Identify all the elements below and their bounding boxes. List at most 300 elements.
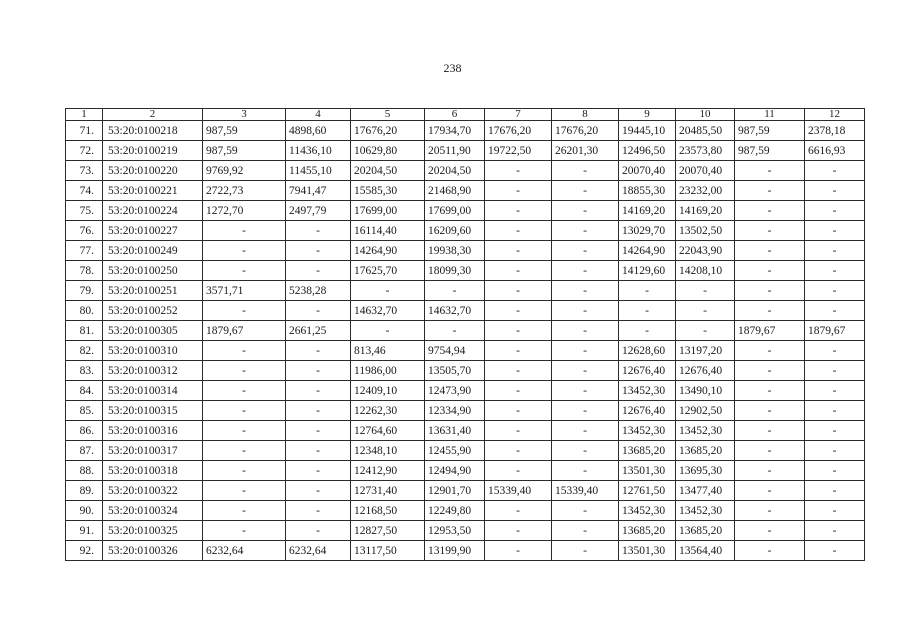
row-number-cell: 82. — [66, 341, 103, 361]
value-cell: - — [203, 381, 286, 401]
value-cell: 14169,20 — [676, 201, 735, 221]
value-cell: - — [485, 221, 552, 241]
value-cell: - — [735, 201, 805, 221]
value-cell: - — [735, 301, 805, 321]
value-cell: 14264,90 — [619, 241, 676, 261]
value-cell: 12494,90 — [425, 461, 485, 481]
value-cell: - — [805, 461, 865, 481]
value-cell: - — [203, 481, 286, 501]
value-cell: 12764,60 — [351, 421, 425, 441]
value-cell: - — [485, 241, 552, 261]
value-cell: - — [805, 421, 865, 441]
value-cell: - — [485, 181, 552, 201]
value-cell: 13477,40 — [676, 481, 735, 501]
value-cell: 22043,90 — [676, 241, 735, 261]
table-row — [66, 221, 865, 241]
page-number: 238 — [443, 61, 462, 75]
value-cell: - — [552, 501, 619, 521]
value-cell: 12334,90 — [425, 401, 485, 421]
value-cell: 6232,64 — [286, 541, 351, 561]
table-row — [66, 141, 865, 161]
table-row — [66, 521, 865, 541]
value-cell: 13452,30 — [619, 421, 676, 441]
value-cell: 2497,79 — [286, 201, 351, 221]
row-number-cell: 91. — [66, 521, 103, 541]
value-cell: - — [485, 201, 552, 221]
value-cell: 13029,70 — [619, 221, 676, 241]
value-cell: - — [805, 361, 865, 381]
value-cell: 9754,94 — [425, 341, 485, 361]
value-cell: - — [676, 281, 735, 301]
value-cell: 14264,90 — [351, 241, 425, 261]
value-cell: - — [552, 181, 619, 201]
value-cell: 13452,30 — [676, 421, 735, 441]
value-cell: 12409,10 — [351, 381, 425, 401]
value-cell: - — [735, 261, 805, 281]
value-cell: 13117,50 — [351, 541, 425, 561]
value-cell: 12496,50 — [619, 141, 676, 161]
value-cell: - — [485, 421, 552, 441]
value-cell: 2661,25 — [286, 321, 351, 341]
table-row — [66, 161, 865, 181]
value-cell: 17699,00 — [425, 201, 485, 221]
value-cell: - — [286, 301, 351, 321]
value-cell: 13685,20 — [619, 441, 676, 461]
header-cell: 3 — [203, 109, 286, 121]
value-cell: - — [735, 381, 805, 401]
value-cell: - — [286, 401, 351, 421]
value-cell: - — [425, 321, 485, 341]
value-cell: 13502,50 — [676, 221, 735, 241]
row-number-cell: 81. — [66, 321, 103, 341]
value-cell: 17676,20 — [351, 121, 425, 141]
value-cell: - — [552, 401, 619, 421]
value-cell: 16114,40 — [351, 221, 425, 241]
header-cell: 11 — [735, 109, 805, 121]
row-number-cell: 84. — [66, 381, 103, 401]
value-cell: 20204,50 — [351, 161, 425, 181]
cadastral-code-cell: 53:20:0100317 — [103, 441, 203, 461]
value-cell: - — [203, 261, 286, 281]
value-cell: - — [805, 301, 865, 321]
value-cell: - — [676, 301, 735, 321]
table-row — [66, 481, 865, 501]
value-cell: 13695,30 — [676, 461, 735, 481]
header-cell: 1 — [66, 109, 103, 121]
value-cell: - — [203, 521, 286, 541]
value-cell: 13501,30 — [619, 461, 676, 481]
value-cell: 15339,40 — [552, 481, 619, 501]
value-cell: 17934,70 — [425, 121, 485, 141]
value-cell: 15339,40 — [485, 481, 552, 501]
value-cell: - — [735, 221, 805, 241]
value-cell: - — [485, 301, 552, 321]
header-cell: 7 — [485, 109, 552, 121]
table-row — [66, 321, 865, 341]
value-cell: - — [735, 541, 805, 561]
value-cell: 10629,80 — [351, 141, 425, 161]
value-cell: - — [485, 501, 552, 521]
cadastral-code-cell: 53:20:0100314 — [103, 381, 203, 401]
value-cell: - — [552, 261, 619, 281]
cadastral-code-cell: 53:20:0100315 — [103, 401, 203, 421]
value-cell: - — [805, 401, 865, 421]
value-cell: - — [676, 321, 735, 341]
value-cell: 26201,30 — [552, 141, 619, 161]
row-number-cell: 75. — [66, 201, 103, 221]
value-cell: - — [805, 161, 865, 181]
value-cell: - — [203, 241, 286, 261]
cadastral-code-cell: 53:20:0100221 — [103, 181, 203, 201]
value-cell: 12249,80 — [425, 501, 485, 521]
row-number-cell: 83. — [66, 361, 103, 381]
value-cell: - — [425, 281, 485, 301]
header-cell: 4 — [286, 109, 351, 121]
cadastral-code-cell: 53:20:0100220 — [103, 161, 203, 181]
value-cell: 13685,20 — [676, 521, 735, 541]
value-cell: 1272,70 — [203, 201, 286, 221]
value-cell: - — [286, 421, 351, 441]
table-row — [66, 301, 865, 321]
table-row — [66, 241, 865, 261]
row-number-cell: 86. — [66, 421, 103, 441]
table-row — [66, 421, 865, 441]
value-cell: 20070,40 — [619, 161, 676, 181]
value-cell: - — [805, 341, 865, 361]
value-cell: - — [552, 541, 619, 561]
value-cell: 13197,20 — [676, 341, 735, 361]
value-cell: 987,59 — [203, 141, 286, 161]
value-cell: - — [805, 281, 865, 301]
cadastral-code-cell: 53:20:0100224 — [103, 201, 203, 221]
cadastral-code-cell: 53:20:0100322 — [103, 481, 203, 501]
value-cell: - — [805, 441, 865, 461]
value-cell: - — [805, 481, 865, 501]
value-cell: - — [735, 341, 805, 361]
value-cell: - — [203, 501, 286, 521]
table-row — [66, 201, 865, 221]
value-cell: - — [619, 281, 676, 301]
table-row — [66, 501, 865, 521]
value-cell: 13452,30 — [619, 381, 676, 401]
header-cell: 6 — [425, 109, 485, 121]
value-cell: 12412,90 — [351, 461, 425, 481]
value-cell: - — [552, 221, 619, 241]
value-cell: 987,59 — [203, 121, 286, 141]
value-cell: 987,59 — [735, 121, 805, 141]
value-cell: 14129,60 — [619, 261, 676, 281]
table-row — [66, 261, 865, 281]
value-cell: - — [552, 201, 619, 221]
header-cell: 2 — [103, 109, 203, 121]
value-cell: - — [485, 461, 552, 481]
value-cell: - — [286, 441, 351, 461]
value-cell: 17625,70 — [351, 261, 425, 281]
value-cell: 12953,50 — [425, 521, 485, 541]
value-cell: 14632,70 — [351, 301, 425, 321]
value-cell: 11455,10 — [286, 161, 351, 181]
value-cell: 14169,20 — [619, 201, 676, 221]
value-cell: 2378,18 — [805, 121, 865, 141]
value-cell: - — [552, 241, 619, 261]
header-cell: 12 — [805, 109, 865, 121]
value-cell: - — [485, 521, 552, 541]
row-number-cell: 88. — [66, 461, 103, 481]
value-cell: 18855,30 — [619, 181, 676, 201]
value-cell: 13490,10 — [676, 381, 735, 401]
value-cell: - — [735, 441, 805, 461]
value-cell: 13452,30 — [676, 501, 735, 521]
cadastral-code-cell: 53:20:0100227 — [103, 221, 203, 241]
value-cell: - — [735, 461, 805, 481]
value-cell: 13685,20 — [676, 441, 735, 461]
value-cell: 12827,50 — [351, 521, 425, 541]
value-cell: - — [286, 221, 351, 241]
value-cell: 7941,47 — [286, 181, 351, 201]
cadastral-code-cell: 53:20:0100310 — [103, 341, 203, 361]
table-body — [66, 109, 865, 561]
value-cell: - — [485, 441, 552, 461]
value-cell: - — [203, 361, 286, 381]
value-cell: - — [552, 341, 619, 361]
value-cell: 13501,30 — [619, 541, 676, 561]
value-cell: - — [552, 281, 619, 301]
value-cell: 5238,28 — [286, 281, 351, 301]
value-cell: - — [735, 501, 805, 521]
row-number-cell: 78. — [66, 261, 103, 281]
value-cell: - — [286, 501, 351, 521]
row-number-cell: 79. — [66, 281, 103, 301]
value-cell: - — [735, 481, 805, 501]
header-cell: 10 — [676, 109, 735, 121]
value-cell: 13685,20 — [619, 521, 676, 541]
value-cell: - — [735, 421, 805, 441]
value-cell: - — [552, 381, 619, 401]
table-row — [66, 441, 865, 461]
value-cell: 17699,00 — [351, 201, 425, 221]
value-cell: 1879,67 — [735, 321, 805, 341]
row-number-cell: 77. — [66, 241, 103, 261]
cadastral-code-cell: 53:20:0100305 — [103, 321, 203, 341]
value-cell: 17676,20 — [485, 121, 552, 141]
value-cell: 6616,93 — [805, 141, 865, 161]
value-cell: - — [203, 301, 286, 321]
row-number-cell: 73. — [66, 161, 103, 181]
value-cell: 12761,50 — [619, 481, 676, 501]
row-number-cell: 89. — [66, 481, 103, 501]
value-cell: 23232,00 — [676, 181, 735, 201]
row-number-cell: 72. — [66, 141, 103, 161]
value-cell: 987,59 — [735, 141, 805, 161]
value-cell: 13452,30 — [619, 501, 676, 521]
value-cell: 12676,40 — [619, 361, 676, 381]
value-cell: 19445,10 — [619, 121, 676, 141]
value-cell: - — [735, 361, 805, 381]
header-cell: 5 — [351, 109, 425, 121]
table-row — [66, 461, 865, 481]
value-cell: - — [286, 341, 351, 361]
value-cell: - — [203, 441, 286, 461]
value-cell: - — [485, 381, 552, 401]
value-cell: - — [286, 461, 351, 481]
value-cell: - — [552, 521, 619, 541]
value-cell: - — [286, 481, 351, 501]
value-cell: 12901,70 — [425, 481, 485, 501]
value-cell: - — [351, 321, 425, 341]
value-cell: 18099,30 — [425, 261, 485, 281]
value-cell: - — [805, 501, 865, 521]
value-cell: - — [805, 241, 865, 261]
value-cell: - — [735, 181, 805, 201]
header-cell: 9 — [619, 109, 676, 121]
value-cell: 19938,30 — [425, 241, 485, 261]
value-cell: - — [552, 161, 619, 181]
value-cell: 2722,73 — [203, 181, 286, 201]
cadastral-code-cell: 53:20:0100249 — [103, 241, 203, 261]
value-cell: - — [805, 221, 865, 241]
value-cell: - — [485, 161, 552, 181]
value-cell: 20511,90 — [425, 141, 485, 161]
value-cell: - — [351, 281, 425, 301]
table-row — [66, 381, 865, 401]
table-row — [66, 281, 865, 301]
value-cell: 12676,40 — [619, 401, 676, 421]
value-cell: - — [619, 301, 676, 321]
value-cell: - — [805, 201, 865, 221]
value-cell: 12262,30 — [351, 401, 425, 421]
value-cell: 17676,20 — [552, 121, 619, 141]
cadastral-code-cell: 53:20:0100251 — [103, 281, 203, 301]
table-row — [66, 341, 865, 361]
value-cell: 21468,90 — [425, 181, 485, 201]
value-cell: - — [805, 541, 865, 561]
value-cell: - — [805, 261, 865, 281]
cadastral-code-cell: 53:20:0100252 — [103, 301, 203, 321]
table-row — [66, 361, 865, 381]
row-number-cell: 76. — [66, 221, 103, 241]
value-cell: 12168,50 — [351, 501, 425, 521]
value-cell: - — [552, 301, 619, 321]
value-cell: 1879,67 — [805, 321, 865, 341]
value-cell: - — [203, 421, 286, 441]
value-cell: 23573,80 — [676, 141, 735, 161]
value-cell: 20070,40 — [676, 161, 735, 181]
value-cell: - — [735, 401, 805, 421]
value-cell: - — [552, 441, 619, 461]
row-number-cell: 92. — [66, 541, 103, 561]
value-cell: - — [485, 281, 552, 301]
value-cell: - — [485, 261, 552, 281]
header-row — [66, 109, 865, 121]
value-cell: 1879,67 — [203, 321, 286, 341]
cadastral-code-cell: 53:20:0100325 — [103, 521, 203, 541]
row-number-cell: 90. — [66, 501, 103, 521]
value-cell: 3571,71 — [203, 281, 286, 301]
cadastral-code-cell: 53:20:0100316 — [103, 421, 203, 441]
cadastral-code-cell: 53:20:0100219 — [103, 141, 203, 161]
value-cell: 14208,10 — [676, 261, 735, 281]
data-table — [65, 108, 865, 561]
value-cell: 12902,50 — [676, 401, 735, 421]
value-cell: 11986,00 — [351, 361, 425, 381]
value-cell: - — [552, 361, 619, 381]
value-cell: 813,46 — [351, 341, 425, 361]
value-cell: - — [735, 161, 805, 181]
cadastral-code-cell: 53:20:0100218 — [103, 121, 203, 141]
value-cell: - — [485, 541, 552, 561]
value-cell: - — [619, 321, 676, 341]
table-row — [66, 401, 865, 421]
value-cell: - — [203, 401, 286, 421]
value-cell: - — [552, 421, 619, 441]
value-cell: - — [485, 401, 552, 421]
value-cell: - — [485, 361, 552, 381]
value-cell: - — [485, 341, 552, 361]
value-cell: - — [805, 521, 865, 541]
value-cell: - — [552, 321, 619, 341]
value-cell: - — [203, 341, 286, 361]
value-cell: 20204,50 — [425, 161, 485, 181]
value-cell: - — [203, 221, 286, 241]
row-number-cell: 85. — [66, 401, 103, 421]
value-cell: 6232,64 — [203, 541, 286, 561]
table-row — [66, 181, 865, 201]
cadastral-code-cell: 53:20:0100318 — [103, 461, 203, 481]
value-cell: - — [286, 381, 351, 401]
value-cell: - — [552, 461, 619, 481]
row-number-cell: 87. — [66, 441, 103, 461]
value-cell: - — [735, 241, 805, 261]
value-cell: 15585,30 — [351, 181, 425, 201]
value-cell: 19722,50 — [485, 141, 552, 161]
header-cell: 8 — [552, 109, 619, 121]
row-number-cell: 71. — [66, 121, 103, 141]
value-cell: - — [485, 321, 552, 341]
cadastral-code-cell: 53:20:0100326 — [103, 541, 203, 561]
value-cell: 13631,40 — [425, 421, 485, 441]
value-cell: - — [735, 521, 805, 541]
value-cell: 14632,70 — [425, 301, 485, 321]
row-number-cell: 74. — [66, 181, 103, 201]
cadastral-code-cell: 53:20:0100312 — [103, 361, 203, 381]
value-cell: - — [286, 261, 351, 281]
value-cell: 12628,60 — [619, 341, 676, 361]
value-cell: 12348,10 — [351, 441, 425, 461]
value-cell: 13505,70 — [425, 361, 485, 381]
value-cell: - — [286, 521, 351, 541]
value-cell: - — [735, 281, 805, 301]
value-cell: - — [286, 361, 351, 381]
row-number-cell: 80. — [66, 301, 103, 321]
value-cell: 12455,90 — [425, 441, 485, 461]
value-cell: - — [805, 181, 865, 201]
value-cell: 9769,92 — [203, 161, 286, 181]
table-row — [66, 121, 865, 141]
table-row — [66, 541, 865, 561]
value-cell: 4898,60 — [286, 121, 351, 141]
value-cell: 12731,40 — [351, 481, 425, 501]
value-cell: 13199,90 — [425, 541, 485, 561]
value-cell: - — [805, 381, 865, 401]
cadastral-code-cell: 53:20:0100324 — [103, 501, 203, 521]
value-cell: 11436,10 — [286, 141, 351, 161]
value-cell: - — [286, 241, 351, 261]
value-cell: 13564,40 — [676, 541, 735, 561]
value-cell: 16209,60 — [425, 221, 485, 241]
value-cell: 12676,40 — [676, 361, 735, 381]
value-cell: - — [203, 461, 286, 481]
value-cell: 12473,90 — [425, 381, 485, 401]
